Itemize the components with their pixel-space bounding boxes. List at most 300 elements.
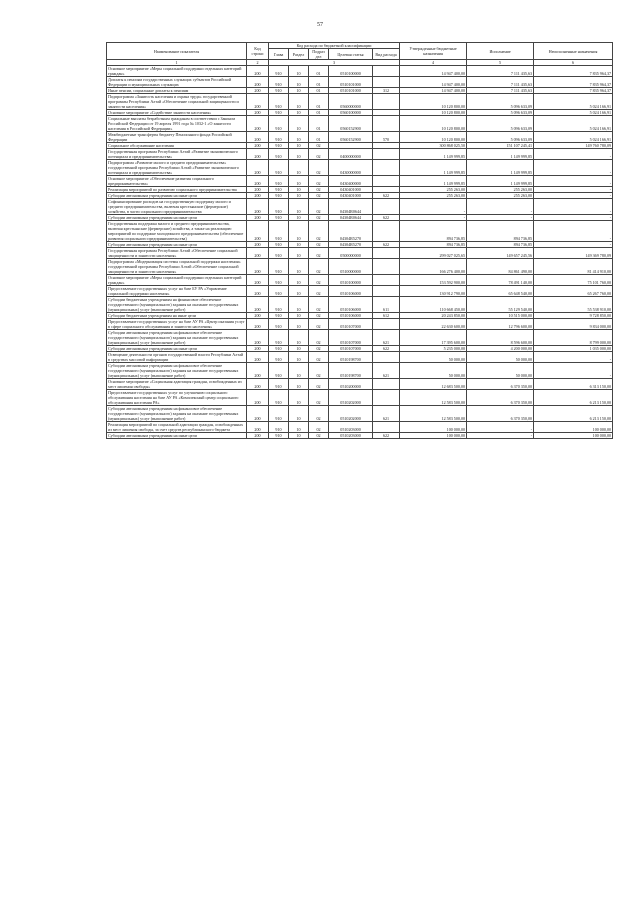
row-name-cell: Субсидии автономным учреждениям на иные цели [107, 346, 247, 352]
table-row [107, 66, 613, 77]
subsection-code-cell: 02 [309, 199, 329, 215]
section-code-cell: 10 [289, 319, 309, 330]
subsection-code-cell: 01 [309, 132, 329, 143]
subsection-code-cell: 02 [309, 352, 329, 363]
target-article-cell: 0510200000 [329, 379, 373, 390]
header-executed: Исполнение [467, 43, 534, 60]
approved-amount-cell: 5 235 000,00 [400, 346, 467, 352]
expense-type-cell [373, 286, 400, 297]
approved-amount-cell: 255 263,00 [400, 193, 467, 199]
row-name-cell: Субсидии автономным учреждениям на иные цели [107, 242, 247, 248]
subsection-code-cell: 01 [309, 94, 329, 110]
executed-amount-cell: 255 263,00 [467, 193, 534, 199]
table-row [107, 94, 613, 110]
row-code-cell: 200 [247, 390, 269, 406]
unexecuted-amount-cell: 5 024 166,91 [534, 110, 613, 116]
target-article-cell: 0510107000 [329, 330, 373, 346]
unexecuted-amount-cell: 7 835 964,37 [534, 77, 613, 88]
chief-code-cell: 910 [269, 390, 289, 406]
approved-amount-cell: 153 592 900,00 [400, 275, 467, 286]
row-name-cell: Подпрограмма «Модернизация системы социальной поддержки населения» государственной программы Республики Алтай «Обеспечение социальной защищенности и занятости населения» [107, 259, 247, 275]
target-article-cell: 0510101000 [329, 88, 373, 94]
unexecuted-amount-cell: - [534, 187, 613, 193]
executed-amount-cell: 1 149 999,85 [467, 160, 534, 176]
section-code-cell: 10 [289, 193, 309, 199]
row-code-cell: 200 [247, 149, 269, 160]
section-code-cell: 10 [289, 149, 309, 160]
executed-amount-cell: 4 200 000,00 [467, 346, 534, 352]
page-number: 57 [317, 22, 323, 28]
unexecuted-amount-cell: 149 760 780,09 [534, 143, 613, 149]
approved-amount-cell: 12 583 500,00 [400, 406, 467, 422]
row-code-cell: 200 [247, 77, 269, 88]
row-name-cell: Государственная программа Республики Алтай «Обеспечение социальной защищенности и занятости населения» [107, 248, 247, 259]
row-name-cell: Социальные выплаты безработным гражданам в соответствии с Законом Российской Федерации от 19 апреля 1991 года № 1032-1 «О занятости населения в Российской Федерации» [107, 116, 247, 132]
index-cell: 1 [107, 60, 247, 66]
subsection-code-cell: 02 [309, 313, 329, 319]
executed-amount-cell: - [467, 199, 534, 215]
section-code-cell: 10 [289, 160, 309, 176]
unexecuted-amount-cell: 100 000,00 [534, 433, 613, 439]
row-name-cell: Межбюджетные трансферты бюджету Пенсионного фонда Российской Федерации [107, 132, 247, 143]
unexecuted-amount-cell: 7 835 964,37 [534, 88, 613, 94]
chief-code-cell: 910 [269, 149, 289, 160]
approved-amount-cell: 130 912 790,00 [400, 286, 467, 297]
row-code-cell: 200 [247, 363, 269, 379]
subsection-code-cell: 02 [309, 176, 329, 187]
executed-amount-cell: 7 111 435,63 [467, 88, 534, 94]
unexecuted-amount-cell: - [534, 199, 613, 215]
executed-amount-cell: 10 515 000,00 [467, 313, 534, 319]
row-name-cell: Подпрограмма «Занятость населения и охрана труда» государственной программы Республики Алтай «Обеспечение социальной защищенности и занятости населения» [107, 94, 247, 110]
section-code-cell: 10 [289, 248, 309, 259]
header-approved: Утвержденные бюджетные назначения [400, 43, 467, 60]
index-cell: 4 [400, 60, 467, 66]
table-row [107, 160, 613, 176]
subsection-code-cell: 02 [309, 149, 329, 160]
table-row [107, 330, 613, 346]
expense-type-cell [373, 149, 400, 160]
row-code-cell: 200 [247, 352, 269, 363]
executed-amount-cell: 894 736,85 [467, 242, 534, 248]
subsection-code-cell: 02 [309, 319, 329, 330]
section-code-cell: 10 [289, 379, 309, 390]
unexecuted-amount-cell: - [534, 149, 613, 160]
approved-amount-cell: 100 000,00 [400, 433, 467, 439]
unexecuted-amount-cell: 9 834 000,00 [534, 319, 613, 330]
row-code-cell: 200 [247, 248, 269, 259]
target-article-cell: 0430401000 [329, 187, 373, 193]
chief-code-cell: 910 [269, 352, 289, 363]
section-code-cell: 10 [289, 88, 309, 94]
approved-amount-cell: 255 263,00 [400, 187, 467, 193]
row-code-cell: 200 [247, 88, 269, 94]
row-name-cell: Субсидии бюджетным учреждениям на иные цели [107, 313, 247, 319]
chief-code-cell: 910 [269, 215, 289, 221]
section-code-cell: 10 [289, 390, 309, 406]
subsection-code-cell: 01 [309, 88, 329, 94]
target-article-cell: 0510000000 [329, 259, 373, 275]
target-article-cell: 0510203000 [329, 422, 373, 433]
subsection-code-cell: 02 [309, 422, 329, 433]
executed-amount-cell: 1 149 999,85 [467, 176, 534, 187]
executed-amount-cell: 149 657 245,56 [467, 248, 534, 259]
row-name-cell: Основное мероприятие «Содействие занятости населения» [107, 110, 247, 116]
section-code-cell: 10 [289, 176, 309, 187]
unexecuted-amount-cell: - [534, 193, 613, 199]
expense-type-cell: 612 [373, 313, 400, 319]
row-name-cell: Реализация мероприятий по социальной адаптации граждан, освобожденных из мест лишения свободы, за счет средств республиканского бюджета [107, 422, 247, 433]
header-target: Целевая статья [329, 49, 373, 60]
approved-amount-cell: 12 683 500,00 [400, 379, 467, 390]
row-code-cell: 200 [247, 242, 269, 248]
expense-type-cell [373, 259, 400, 275]
expense-type-cell [373, 176, 400, 187]
section-code-cell: 10 [289, 143, 309, 149]
section-code-cell: 10 [289, 94, 309, 110]
expense-type-cell [373, 66, 400, 77]
expense-type-cell: 570 [373, 132, 400, 143]
approved-amount-cell: 10 120 800,00 [400, 94, 467, 110]
target-article-cell: 0510107000 [329, 319, 373, 330]
executed-amount-cell: - [467, 422, 534, 433]
executed-amount-cell: - [467, 433, 534, 439]
target-article-cell: 0430401000 [329, 193, 373, 199]
row-code-cell: 200 [247, 193, 269, 199]
target-article-cell: 0510107000 [329, 346, 373, 352]
row-code-cell: 200 [247, 379, 269, 390]
executed-amount-cell: 12 796 600,00 [467, 319, 534, 330]
section-code-cell: 10 [289, 259, 309, 275]
approved-amount-cell: 10 120 800,00 [400, 110, 467, 116]
target-article-cell: 0560100000 [329, 110, 373, 116]
subsection-code-cell: 02 [309, 143, 329, 149]
executed-amount-cell: 55 129 540,00 [467, 297, 534, 313]
row-code-cell: 200 [247, 297, 269, 313]
executed-amount-cell: 5 096 633,09 [467, 110, 534, 116]
target-article-cell: 04304R5270 [329, 221, 373, 242]
approved-amount-cell: 50 000,00 [400, 363, 467, 379]
executed-amount-cell: 65 648 540,00 [467, 286, 534, 297]
row-name-cell: Предоставление государственных услуг на базе АУ РА «Центр оказания услуг в сфере социального обслуживания и занятости населения» [108, 319, 245, 329]
chief-code-cell: 910 [269, 88, 289, 94]
table-row [107, 286, 613, 297]
executed-amount-cell: 7 111 435,63 [467, 77, 534, 88]
subsection-code-cell: 02 [309, 390, 329, 406]
target-article-cell: 0430000000 [329, 160, 373, 176]
header-row-code: Код строки [247, 43, 269, 60]
unexecuted-amount-cell: 5 024 166,91 [534, 116, 613, 132]
expense-type-cell: 622 [373, 346, 400, 352]
unexecuted-amount-cell: - [534, 176, 613, 187]
subsection-code-cell: 02 [309, 259, 329, 275]
row-code-cell: 200 [247, 66, 269, 77]
table-row [107, 149, 613, 160]
subsection-code-cell: 02 [309, 330, 329, 346]
expense-type-cell: 622 [373, 215, 400, 221]
unexecuted-amount-cell: 81 414 910,00 [534, 259, 613, 275]
expense-type-cell [373, 248, 400, 259]
target-article-cell: 0510100000 [329, 275, 373, 286]
section-code-cell: 10 [289, 363, 309, 379]
chief-code-cell: 910 [269, 160, 289, 176]
target-article-cell: 0500000000 [329, 248, 373, 259]
target-article-cell: 0510106000 [329, 297, 373, 313]
expense-type-cell [373, 319, 400, 330]
executed-amount-cell: 255 263,00 [467, 187, 534, 193]
expense-type-cell [373, 199, 400, 215]
row-name-cell: Субсидии автономным учреждениям на финансовое обеспечение государственного (муниципального) задания на оказание государственных (муниципальных) услуг (выполнение работ) [107, 330, 247, 346]
subsection-code-cell: 02 [309, 297, 329, 313]
section-code-cell: 10 [289, 242, 309, 248]
section-code-cell: 10 [289, 346, 309, 352]
chief-code-cell: 910 [269, 275, 289, 286]
chief-code-cell: 910 [269, 379, 289, 390]
chief-code-cell: 910 [269, 346, 289, 352]
row-code-cell: 200 [247, 346, 269, 352]
approved-amount-cell: 17 395 600,00 [400, 330, 467, 346]
subsection-code-cell: 02 [309, 433, 329, 439]
target-article-cell: 04304R0644 [329, 215, 373, 221]
chief-code-cell: 910 [269, 319, 289, 330]
section-code-cell: 10 [289, 132, 309, 143]
table-row [107, 319, 613, 330]
approved-amount-cell: 1 149 999,85 [400, 176, 467, 187]
unexecuted-amount-cell: - [534, 363, 613, 379]
chief-code-cell: 910 [269, 248, 289, 259]
row-code-cell: 200 [247, 94, 269, 110]
approved-amount-cell: 14 947 400,00 [400, 88, 467, 94]
chief-code-cell: 910 [269, 433, 289, 439]
table-row [107, 433, 613, 439]
subsection-code-cell: 01 [309, 77, 329, 88]
unexecuted-amount-cell: 6 313 150,00 [534, 379, 613, 390]
approved-amount-cell: 22 630 600,00 [400, 319, 467, 330]
executed-amount-cell: 50 000,00 [467, 363, 534, 379]
row-name-cell: Субсидии автономным учреждениям на финансовое обеспечение государственного (муниципального) задания на оказание государственных (муниципальных) услуг (выполнение работ) [107, 406, 247, 422]
expense-type-cell [373, 275, 400, 286]
row-code-cell: 200 [247, 313, 269, 319]
index-cell: 2 [247, 60, 269, 66]
header-name: Наименование показателя [107, 43, 247, 60]
target-article-cell: 0400000000 [329, 149, 373, 160]
row-name-cell: Субсидии автономным учреждениям на иные цели [107, 193, 247, 199]
index-cell: 3 [269, 60, 400, 66]
row-name-cell: Основное мероприятие «Меры социальной поддержки отдельных категорий граждан» [107, 66, 247, 77]
row-name-cell: Основное мероприятие «Обеспечение развития социального предпринимательства» [107, 176, 247, 187]
chief-code-cell: 910 [269, 313, 289, 319]
row-name-cell: Основное мероприятие «Меры социальной поддержки отдельных категорий граждан» [107, 275, 247, 286]
expense-type-cell [373, 221, 400, 242]
row-code-cell: 200 [247, 433, 269, 439]
row-code-cell: 200 [247, 187, 269, 193]
expense-type-cell: 621 [373, 406, 400, 422]
approved-amount-cell: - [400, 199, 467, 215]
target-article-cell: 0430400000 [329, 176, 373, 187]
header-chief: Глава [269, 49, 289, 60]
chief-code-cell: 910 [269, 363, 289, 379]
unexecuted-amount-cell: 5 024 166,91 [534, 132, 613, 143]
subsection-code-cell: 02 [309, 406, 329, 422]
row-code-cell: 200 [247, 132, 269, 143]
table-row [107, 248, 613, 259]
table-row [107, 259, 613, 275]
header-unexecuted: Неисполненные назначения [534, 43, 613, 60]
row-code-cell: 200 [247, 406, 269, 422]
target-article-cell: 0560000000 [329, 94, 373, 110]
row-name-cell: Субсидии автономным учреждениям на финансовое обеспечение государственного (муниципального) задания на оказание государственных (муниципальных) услуг (выполнение работ) [107, 363, 247, 379]
row-name-cell: Реализация мероприятий по развитию социального предпринимательства [107, 187, 247, 193]
section-code-cell: 10 [289, 422, 309, 433]
section-code-cell: 10 [289, 330, 309, 346]
executed-amount-cell: 6 370 350,00 [467, 390, 534, 406]
executed-amount-cell: 6 370 350,00 [467, 406, 534, 422]
unexecuted-amount-cell: 1 035 000,00 [534, 346, 613, 352]
row-code-cell: 200 [247, 330, 269, 346]
chief-code-cell: 910 [269, 94, 289, 110]
target-article-cell: 0510101000 [329, 77, 373, 88]
target-article-cell: 0510202000 [329, 390, 373, 406]
chief-code-cell: 910 [269, 259, 289, 275]
subsection-code-cell: 02 [309, 379, 329, 390]
expense-type-cell [373, 390, 400, 406]
executed-amount-cell: 7 111 435,63 [467, 66, 534, 77]
row-code-cell: 200 [247, 221, 269, 242]
table-row [107, 77, 613, 88]
chief-code-cell: 910 [269, 297, 289, 313]
expense-type-cell: 622 [373, 433, 400, 439]
expense-type-cell [373, 352, 400, 363]
executed-amount-cell: 5 096 633,09 [467, 116, 534, 132]
unexecuted-amount-cell: 149 369 780,09 [534, 248, 613, 259]
row-code-cell: 200 [247, 215, 269, 221]
executed-amount-cell: 5 096 633,09 [467, 94, 534, 110]
unexecuted-amount-cell: - [534, 221, 613, 242]
section-code-cell: 10 [289, 187, 309, 193]
subsection-code-cell: 02 [309, 215, 329, 221]
target-article-cell: 0510198700 [329, 352, 373, 363]
chief-code-cell: 910 [269, 132, 289, 143]
table-row [107, 406, 613, 422]
subsection-code-cell: 02 [309, 221, 329, 242]
index-cell: 5 [467, 60, 534, 66]
chief-code-cell: 910 [269, 242, 289, 248]
subsection-code-cell: 02 [309, 187, 329, 193]
table-row [107, 379, 613, 390]
table-row [107, 422, 613, 433]
table-row [107, 352, 613, 363]
row-name-cell: Субсидии автономным учреждениям на иные цели [107, 215, 247, 221]
chief-code-cell: 910 [269, 406, 289, 422]
approved-amount-cell: 10 120 800,00 [400, 132, 467, 143]
expense-type-cell [373, 379, 400, 390]
row-code-cell: 200 [247, 143, 269, 149]
expense-type-cell: 621 [373, 363, 400, 379]
approved-amount-cell: 1 149 999,85 [400, 160, 467, 176]
row-code-cell: 200 [247, 275, 269, 286]
subsection-code-cell: 01 [309, 66, 329, 77]
index-cell: 6 [534, 60, 613, 66]
unexecuted-amount-cell: - [534, 352, 613, 363]
section-code-cell: 10 [289, 275, 309, 286]
unexecuted-amount-cell: 65 267 760,00 [534, 286, 613, 297]
header-classification: Код расхода по бюджетной классификации [269, 43, 400, 49]
approved-amount-cell: 20 243 850,00 [400, 313, 467, 319]
chief-code-cell: 910 [269, 193, 289, 199]
unexecuted-amount-cell: 55 538 910,00 [534, 297, 613, 313]
executed-amount-cell: 894 736,85 [467, 221, 534, 242]
unexecuted-amount-cell: 6 213 150,00 [534, 390, 613, 406]
table-row [107, 297, 613, 313]
expense-type-cell [373, 77, 400, 88]
unexecuted-amount-cell: 8 799 000,00 [534, 330, 613, 346]
chief-code-cell: 910 [269, 176, 289, 187]
row-code-cell: 200 [247, 259, 269, 275]
row-code-cell: 200 [247, 176, 269, 187]
expense-type-cell [373, 116, 400, 132]
executed-amount-cell: 151 107 245,41 [467, 143, 534, 149]
approved-amount-cell: 14 947 400,00 [400, 77, 467, 88]
unexecuted-amount-cell: - [534, 242, 613, 248]
subsection-code-cell: 01 [309, 110, 329, 116]
approved-amount-cell: 894 736,85 [400, 242, 467, 248]
header-section: Раздел [289, 49, 309, 60]
table-row [107, 199, 613, 215]
row-name-cell: Государственная программа Республики Алтай «Развитие экономического потенциала и предпринимательства» [107, 149, 247, 160]
subsection-code-cell: 02 [309, 275, 329, 286]
target-article-cell: 0510202000 [329, 406, 373, 422]
target-article-cell: 04304R5270 [329, 242, 373, 248]
approved-amount-cell: 100 000,00 [400, 422, 467, 433]
table-row [107, 275, 613, 286]
section-code-cell: 10 [289, 221, 309, 242]
expense-type-cell: 312 [373, 88, 400, 94]
expense-type-cell [373, 94, 400, 110]
subsection-code-cell: 02 [309, 248, 329, 259]
row-name-cell: Предоставление государственных услуг по улучшению социального обслуживания населения на базе АУ РА «Комплексный центр социального обслуживания населения РА» [107, 390, 247, 406]
section-code-cell: 10 [289, 199, 309, 215]
approved-amount-cell: 894 736,85 [400, 221, 467, 242]
executed-amount-cell: 78 491 140,00 [467, 275, 534, 286]
row-code-cell: 200 [247, 110, 269, 116]
chief-code-cell: 910 [269, 110, 289, 116]
section-code-cell: 10 [289, 352, 309, 363]
unexecuted-amount-cell: - [534, 160, 613, 176]
chief-code-cell: 910 [269, 330, 289, 346]
section-code-cell: 10 [289, 406, 309, 422]
approved-amount-cell: 110 668 450,00 [400, 297, 467, 313]
expense-type-cell: 622 [373, 193, 400, 199]
table-row [107, 176, 613, 187]
header-subsection: Подраз дел [309, 49, 329, 60]
row-code-cell: 200 [247, 319, 269, 330]
row-name-cell: Предоставление государственных услуг на базе БУ РА «Управление социальной поддержки населения» [107, 286, 247, 297]
expense-type-cell: 622 [373, 242, 400, 248]
target-article-cell: 0510106000 [329, 313, 373, 319]
chief-code-cell: 910 [269, 422, 289, 433]
section-code-cell: 10 [289, 116, 309, 132]
unexecuted-amount-cell: 100 000,00 [534, 422, 613, 433]
table-row [107, 132, 613, 143]
section-code-cell: 10 [289, 110, 309, 116]
approved-amount-cell: 1 149 999,85 [400, 149, 467, 160]
target-article-cell: 0510100000 [329, 66, 373, 77]
table-row [107, 363, 613, 379]
row-code-cell: 200 [247, 422, 269, 433]
unexecuted-amount-cell: 75 101 760,00 [534, 275, 613, 286]
row-name-cell: Иные пенсии, социальные доплаты к пенсиям [107, 88, 247, 94]
row-name-cell: Государственная поддержка малого и среднего предпринимательства, включая крестьянские (фермерские) хозяйства, а также на реализацию мероприятий по поддержке молодежного предпринимательства (обеспечение развития социального предпринимательства) [107, 221, 247, 242]
